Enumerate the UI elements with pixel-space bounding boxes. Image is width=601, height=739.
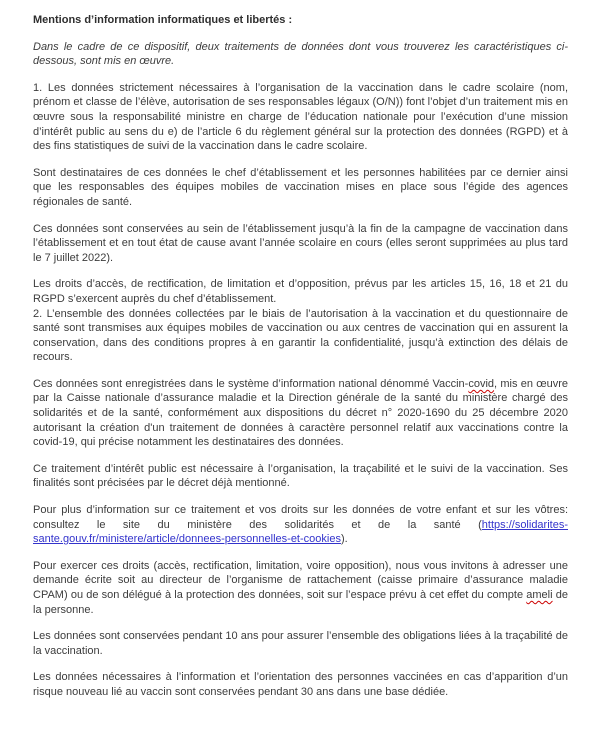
para-donnees-collectees [33,307,568,365]
para-conservation-10-ans [33,629,568,658]
text-run: ). [340,533,348,546]
para-destinataires [33,166,568,210]
para-interet-public [33,462,568,491]
text-run: Pour plus d’information sur ce traitement et vos droits sur les données de votre enfant et sur les vôtres: consultez le site du ministère des solidarités et de la santé ( [33,504,568,531]
text-run: Sont destinataires de ces données le chef d’établissement et les personnes habilitées par ce dernier ainsi que les responsables des équipes mobiles de vaccination mises en place sous l’égide des agences régionales de santé. [33,166,568,208]
document-paragraphs [33,81,568,700]
para-conservation-30-ans [33,670,568,699]
text-run: , mis en œuvre par la Caisse nationale d’assurance maladie et la Direction générale de la santé du ministère chargé des solidarités et de la santé, conformément aux dispositions du décret n° 2020-1690 du 25 décembre 2020 autorisant la création d'un traitement de données à caractère personnel relatif aux vaccinations contre la covid-19, qui précise notamment les destinataires des données. [33,377,568,449]
text-run: 2. L’ensemble des données collectées par le biais de l’autorisation à la vaccination et du questionnaire de santé sont transmises aux équipes mobiles de vaccination ou aux centres de vaccination qui en assurent la conservation, dans des conditions propres à en garantir la confidentialité, jusqu’à extinction des délais de recours. [33,307,568,364]
para-plus-information [33,503,568,547]
text-run: Les données nécessaires à l’information et l’orientation des personnes vaccinées en cas d’apparition d’un risque nouveau lié au vaccin sont conservées pendant 30 ans dans une base dédiée. [33,671,568,698]
text-run: de la personne. [33,589,568,616]
document-title: Mentions d’information informatiques et libertés : [33,14,293,26]
text-run: Les droits d’accès, de rectification, de limitation et d’opposition, prévus par les articles 15, 16, 18 et 21 du RGPD s’exercent auprès du chef d’établissement. [33,278,568,305]
text-run: Ces données sont conservées au sein de l’établissement jusqu’à la fin de la campagne de vaccination dans l’établissement et en tout état de cause avant l’année scolaire en cours (elles seront supprimées au plus tard le 7 juillet 2022). [33,222,568,264]
para-traitement-scolaire [33,81,568,154]
text-run: Pour exercer ces droits (accès, rectification, limitation, voire opposition), nous vous invitons à adresser une demande écrite soit au directeur de l’organisme de rattachement (caisse primaire d’assurance maladie CPAM) ou de son délégué à la protection des données, soit sur l’espace prévu à cet effet du compte [33,559,568,601]
solidarites-sante-link[interactable]: https://solidarites-sante.gouv.fr/ministere/article/donnees-personnelles-et-cookies [33,518,568,546]
text-run: 1. Les données strictement nécessaires à l’organisation de la vaccination dans le cadre scolaire (nom, prénom et classe de l’élève, autorisation de ses responsables légaux (O/N)) font l’objet d’un traitement mis en œuvre sous la responsabilité ministre en charge de l’éducation nationale pour l’exécution d’une mission d’intérêt public au sens du e) de l’article 6 du règlement général sur la protection des données (RGPD) et à des fins statistiques de suivi de la vaccination dans le cadre scolaire. [33,81,568,153]
para-conservation-etablissement [33,222,568,266]
text-run: Ces données sont enregistrées dans le système d’information national dénommé Vaccin- [33,377,469,390]
document-intro: Dans le cadre de ce dispositif, deux traitements de données dont vous trouverez les caractéristiques ci-dessous, sont mis en œuvre. [33,40,568,68]
text-run: Ce traitement d’intérêt public est nécessaire à l’organisation, la traçabilité et le suivi de la vaccination. Ses finalités sont précisées par le décret déjà mentionné. [33,462,568,490]
spellcheck-flagged-word: covid [468,377,495,390]
para-vaccin-covid [33,377,568,450]
spellcheck-flagged-word: ameli [526,589,553,601]
para-droits-rgpd [33,277,568,306]
text-run: Les données sont conservées pendant 10 ans pour assurer l’ensemble des obligations liées à la traçabilité de la vaccination. [33,630,568,657]
para-exercer-droits [33,559,568,617]
